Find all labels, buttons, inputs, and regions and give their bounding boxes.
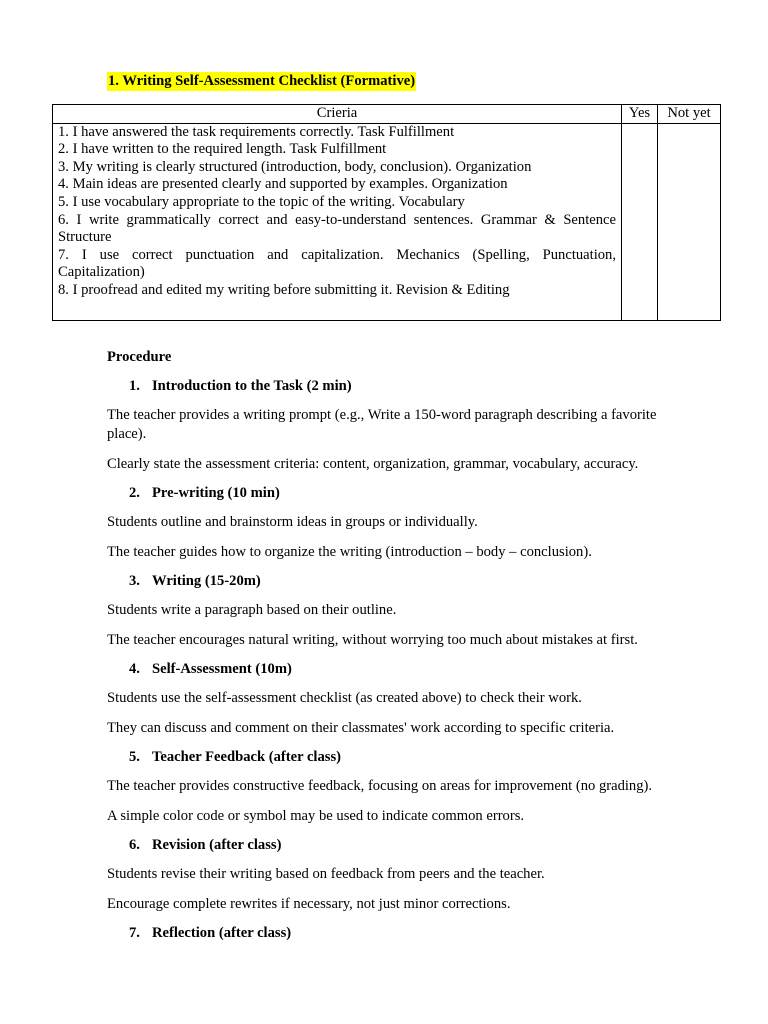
step-title-text: Teacher Feedback (after class) bbox=[152, 749, 342, 765]
yes-cell[interactable] bbox=[622, 123, 658, 320]
criteria-list-cell bbox=[53, 123, 622, 320]
criterion-item: 4. Main ideas are presented clearly and supported by examples. Organization bbox=[58, 176, 508, 193]
not-yet-header: Not yet bbox=[658, 105, 721, 124]
paragraph: Clearly state the assessment criteria: content, organization, grammar, vocabulary, accuracy. bbox=[107, 455, 639, 472]
not-yet-cell[interactable] bbox=[658, 123, 721, 320]
step-title-text: Writing (15-20m) bbox=[152, 573, 261, 589]
criterion-item: 6. I write grammatically correct and easy-to-understand sentences. Grammar & Sentence Structure bbox=[58, 211, 616, 246]
step-title-text: Pre-writing (10 min) bbox=[152, 485, 280, 501]
paragraph: They can discuss and comment on their classmates' work according to specific criteria. bbox=[107, 719, 615, 736]
step-title-text: Self-Assessment (10m) bbox=[152, 661, 292, 677]
paragraph: Students revise their writing based on feedback from peers and the teacher. bbox=[107, 866, 545, 882]
step-title bbox=[107, 836, 687, 855]
step-title-text: Revision (after class) bbox=[152, 837, 282, 853]
procedure-section bbox=[107, 348, 687, 953]
step-number: 1. bbox=[129, 378, 140, 394]
step-title-text: Reflection (after class) bbox=[152, 925, 292, 941]
step-title bbox=[107, 572, 687, 591]
paragraph: Students write a paragraph based on their outline. bbox=[107, 602, 397, 618]
criterion-item: 3. My writing is clearly structured (introduction, body, conclusion). Organization bbox=[58, 158, 532, 175]
step-number: 5. bbox=[129, 749, 140, 765]
paragraph: Encourage complete rewrites if necessary, not just minor corrections. bbox=[107, 895, 511, 912]
step-title bbox=[107, 748, 687, 767]
criterion-item: 8. I proofread and edited my writing before submitting it. Revision & Editing bbox=[58, 281, 510, 298]
step-number: 4. bbox=[129, 661, 140, 677]
criterion-item: 1. I have answered the task requirements correctly. Task Fulfillment bbox=[58, 123, 455, 140]
step-title bbox=[107, 377, 687, 396]
step-number: 6. bbox=[129, 837, 140, 853]
criterion-item: 5. I use vocabulary appropriate to the topic of the writing. Vocabulary bbox=[58, 193, 465, 210]
checklist-title: 1. Writing Self-Assessment Checklist (Formative) bbox=[108, 73, 416, 89]
step-number: 7. bbox=[129, 925, 140, 941]
paragraph: The teacher provides a writing prompt (e.g., Write a 150-word paragraph describing a favorite place). bbox=[107, 407, 657, 442]
step-title bbox=[107, 484, 687, 503]
paragraph: The teacher encourages natural writing, without worrying too much about mistakes at first. bbox=[107, 631, 638, 648]
step-title bbox=[107, 924, 687, 943]
table-row bbox=[53, 123, 721, 320]
checklist-table bbox=[52, 104, 721, 321]
paragraph: Students outline and brainstorm ideas in groups or individually. bbox=[107, 514, 478, 530]
step-number: 3. bbox=[129, 573, 140, 589]
paragraph: A simple color code or symbol may be used to indicate common errors. bbox=[107, 807, 525, 824]
criterion-item: 7. I use correct punctuation and capitalization. Mechanics (Spelling, Punctuation, Capitalization) bbox=[58, 246, 616, 281]
paragraph: Students use the self-assessment checklist (as created above) to check their work. bbox=[107, 690, 582, 706]
criteria-header: Crieria bbox=[53, 105, 622, 124]
step-title-text: Introduction to the Task (2 min) bbox=[152, 378, 352, 394]
criterion-item: 2. I have written to the required length. Task Fulfillment bbox=[58, 141, 387, 158]
table-header-row bbox=[53, 105, 721, 124]
paragraph: The teacher guides how to organize the writing (introduction – body – conclusion). bbox=[107, 543, 592, 560]
paragraph: The teacher provides constructive feedback, focusing on areas for improvement (no grading). bbox=[107, 778, 653, 794]
yes-header: Yes bbox=[622, 105, 658, 124]
step-number: 2. bbox=[129, 485, 140, 501]
procedure-heading: Procedure bbox=[107, 349, 172, 365]
step-title bbox=[107, 660, 687, 679]
